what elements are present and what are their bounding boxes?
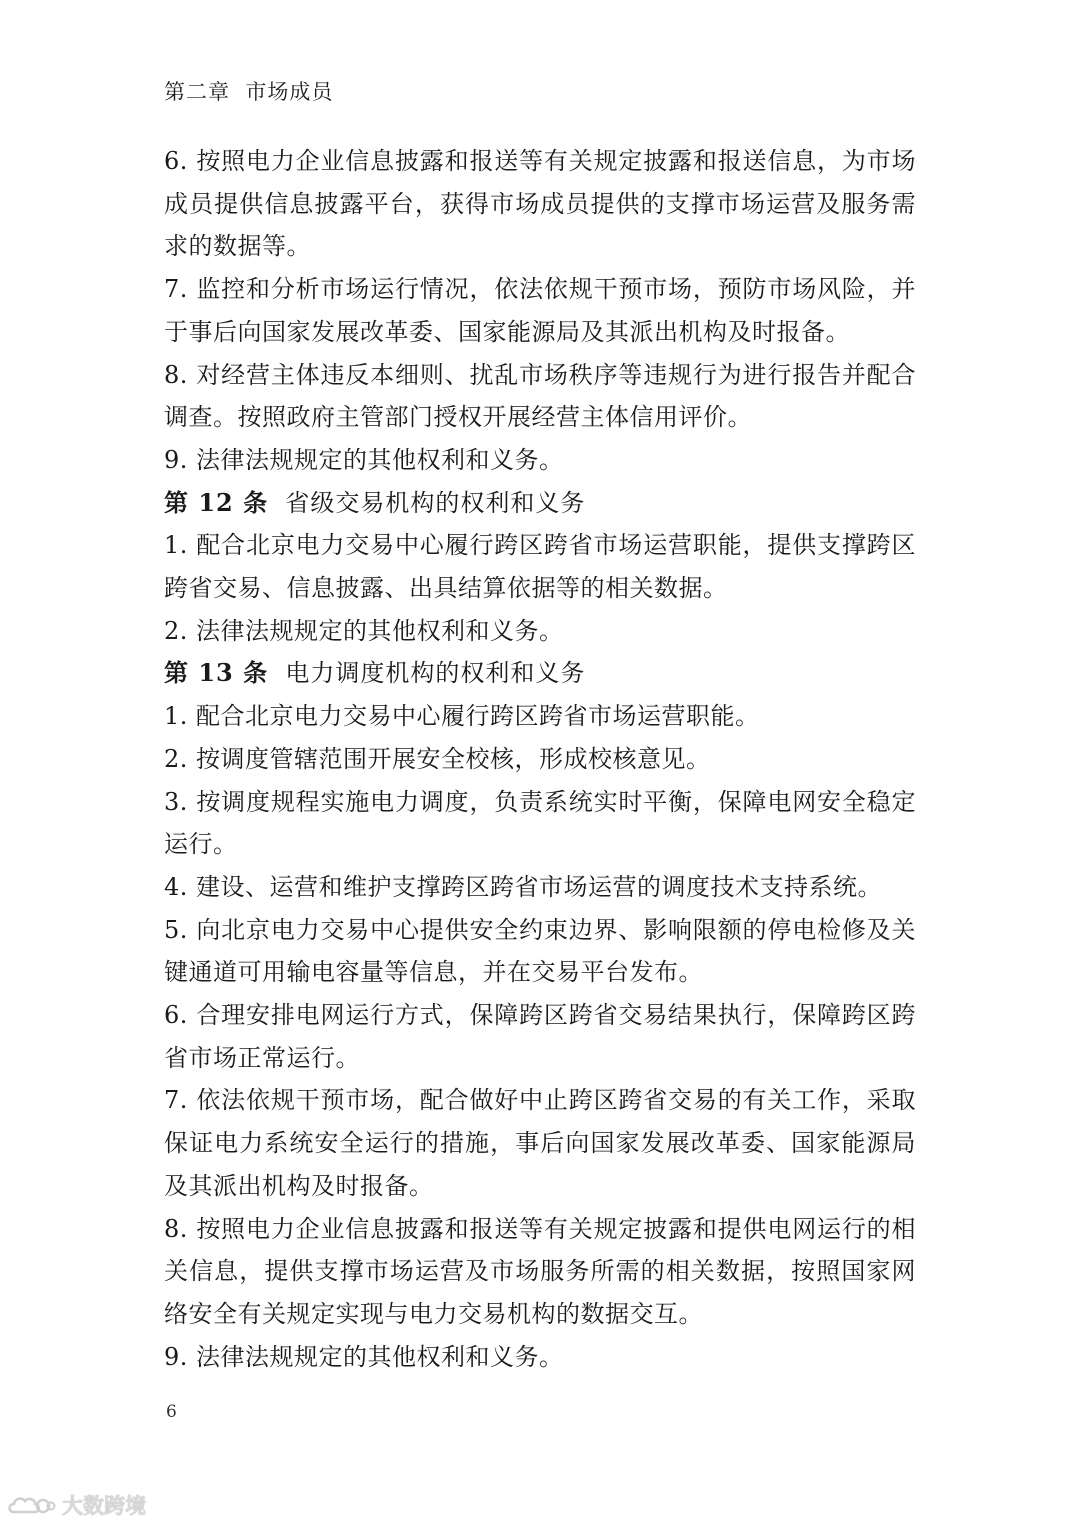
paragraph: 2. 法律法规规定的其他权利和义务。 [164, 616, 564, 645]
paragraph: 2. 按调度管辖范围开展安全校核，形成校核意见。 [164, 744, 711, 773]
paragraph: 1. 配合北京电力交易中心履行跨区跨省市场运营职能，提供支撑跨区跨省交易、信息披露、出具结算依据等的相关数据。 [164, 531, 916, 603]
article-heading [164, 652, 916, 695]
paragraph: 6. 按照电力企业信息披露和报送等有关规定披露和报送信息，为市场成员提供信息披露平台，获得市场成员提供的支撑市场运营及服务需求的数据等。 [164, 147, 916, 261]
paragraph: 7. 监控和分析市场运行情况，依法依规干预市场，预防市场风险，并于事后向国家发展改革委、国家能源局及其派出机构及时报备。 [164, 275, 916, 346]
watermark [6, 1490, 146, 1520]
paragraph: 1. 配合北京电力交易中心履行跨区跨省市场运营职能。 [164, 702, 760, 731]
watermark-text: 大数跨境 [62, 1494, 146, 1518]
paragraph: 9. 法律法规规定的其他权利和义务。 [164, 445, 564, 474]
paragraph: 3. 按调度规程实施电力调度，负责系统实时平衡，保障电网安全稳定运行。 [164, 787, 916, 859]
paragraph: 8. 对经营主体违反本细则、扰乱市场秩序等违规行为进行报告并配合调查。按照政府主管部门授权开展经营主体信用评价。 [164, 360, 916, 432]
paragraph: 4. 建设、运营和维护支撑跨区跨省市场运营的调度技术支持系统。 [164, 872, 883, 901]
chapter-header: 第二章 市场成员 [164, 80, 334, 104]
cloud-logo-icon [6, 1492, 56, 1518]
document-body [164, 140, 916, 1378]
paragraph: 7. 依法依规干预市场，配合做好中止跨区跨省交易的有关工作，采取保证电力系统安全运行的措施，事后向国家发展改革委、国家能源局及其派出机构及时报备。 [164, 1086, 916, 1200]
article-title: 电力调度机构的权利和义务 [285, 659, 586, 688]
page-number: 6 [166, 1402, 177, 1422]
paragraph: 8. 按照电力企业信息披露和报送等有关规定披露和提供电网运行的相关信息，提供支撑市场运营及市场服务所需的相关数据，按照国家网络安全有关规定实现与电力交易机构的数据交互。 [164, 1214, 916, 1328]
article-heading [164, 482, 916, 525]
paragraph: 5. 向北京电力交易中心提供安全约束边界、影响限额的停电检修及关键通道可用输电容量等信息，并在交易平台发布。 [164, 915, 916, 987]
paragraph: 9. 法律法规规定的其他权利和义务。 [164, 1342, 564, 1371]
article-number: 第 12 条 [164, 487, 269, 517]
article-title: 省级交易机构的权利和义务 [285, 488, 586, 517]
article-number: 第 13 条 [164, 658, 269, 688]
paragraph: 6. 合理安排电网运行方式，保障跨区跨省交易结果执行，保障跨区跨省市场正常运行。 [164, 1001, 916, 1072]
